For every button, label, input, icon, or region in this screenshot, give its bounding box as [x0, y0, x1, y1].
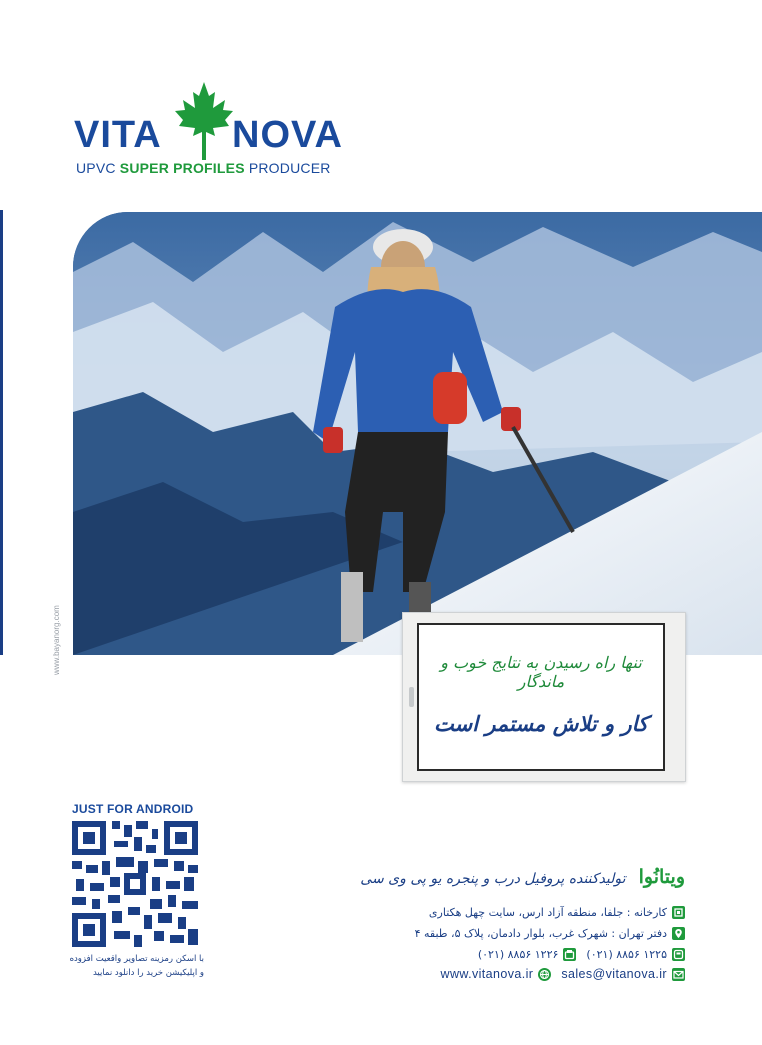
tagline-end: PRODUCER	[244, 160, 331, 176]
web-row	[395, 965, 685, 983]
email-icon	[672, 968, 685, 981]
qr-note-line-1: با اسکن رمزینه تصاویر واقعیت افزوده	[69, 954, 204, 964]
window-handle	[409, 687, 414, 707]
brand-name: ویتانُوا	[638, 866, 685, 888]
mountaineer-photo	[73, 212, 762, 655]
tagline-start: UPVC	[76, 160, 120, 176]
office-address: دفتر تهران : شهرک غرب، بلوار دادمان، پلاک ۵، طبقه ۴	[414, 926, 667, 940]
factory-address: کارخانه : جلفا، منطقه آزاد ارس، سایت چهل هکتاری	[428, 905, 667, 919]
edge-strip	[0, 210, 3, 655]
qr-note-line-2: و اپلیکیشن خرید را دانلود نمایید	[92, 968, 204, 978]
photo-credit: www.bayanorg.com	[52, 605, 61, 675]
phone-number-1[interactable]: (۰۲۱) ۸۸۵۶ ۱۲۲۵	[586, 947, 667, 961]
fax-icon	[563, 948, 576, 961]
email-link[interactable]: sales@vitanova.ir	[561, 967, 667, 981]
brand-line	[360, 866, 685, 894]
factory-icon	[672, 906, 685, 919]
logo-tagline	[76, 160, 331, 176]
maple-leaf-icon	[173, 80, 235, 162]
logo-word-vita: VITA	[74, 114, 162, 156]
vitanova-logo	[70, 78, 370, 178]
phone-icon	[672, 948, 685, 961]
slogan-line-1: تنها راه رسیدن به نتایج خوب و ماندگار	[440, 653, 642, 691]
phone-number-2[interactable]: (۰۲۱) ۸۸۵۶ ۱۲۲۶	[477, 947, 559, 961]
logo-word-nova: NOVA	[232, 114, 343, 156]
window-frame	[402, 612, 686, 782]
tagline-highlight: SUPER PROFILES	[119, 160, 245, 176]
window-pane	[417, 623, 665, 771]
qr-title: JUST FOR ANDROID	[72, 802, 194, 816]
website-link[interactable]: www.vitanova.ir	[440, 967, 534, 981]
factory-address-row	[395, 903, 685, 921]
globe-icon	[538, 968, 551, 981]
slogan-line-2: کار و تلاش مستمر است	[433, 711, 649, 736]
brand-description: تولیدکننده پروفیل درب و پنجره یو پی وی سی	[360, 871, 626, 887]
location-pin-icon	[672, 927, 685, 940]
phones-row	[395, 945, 685, 963]
office-address-row	[395, 924, 685, 942]
qr-code[interactable]	[72, 821, 198, 947]
